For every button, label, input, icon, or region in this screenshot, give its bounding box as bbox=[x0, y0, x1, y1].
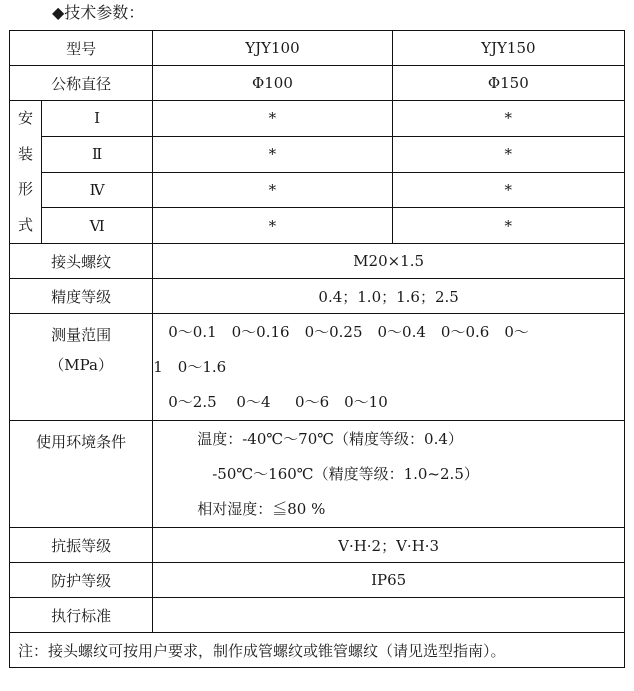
install-mark-b: * bbox=[392, 101, 624, 137]
footnote: 注：接头螺纹可按用户要求，制作成管螺纹或锥管螺纹（请见选型指南）。 bbox=[10, 633, 625, 668]
env-line: 相对湿度：≦80 % bbox=[197, 499, 326, 518]
install-label-char: 装 bbox=[18, 144, 34, 163]
install-label-char: 形 bbox=[18, 180, 34, 198]
vibration-label: 抗振等级 bbox=[10, 528, 153, 563]
install-type: Ⅵ bbox=[42, 208, 153, 244]
table-row bbox=[10, 421, 625, 528]
vibration-value: V·H·2；V·H·3 bbox=[153, 528, 625, 563]
env-label: 使用环境条件 bbox=[10, 421, 153, 528]
protection-value: IP65 bbox=[153, 563, 625, 598]
table-row bbox=[10, 598, 625, 633]
env-line: -50℃～160℃（精度等级：1.0~2.5） bbox=[197, 464, 479, 483]
table-row bbox=[10, 314, 625, 421]
protection-label: 防护等级 bbox=[10, 563, 153, 598]
install-mark-a: * bbox=[153, 208, 392, 244]
model-b: YJY150 bbox=[392, 31, 624, 66]
range-unit: （MPa） bbox=[49, 356, 113, 374]
install-mark-b: * bbox=[392, 136, 624, 172]
accuracy-value: 0.4；1.0；1.6；2.5 bbox=[153, 279, 625, 314]
install-mark-a: * bbox=[153, 136, 392, 172]
install-label-char: 式 bbox=[18, 215, 34, 234]
table-row bbox=[10, 31, 625, 66]
install-type: Ⅱ bbox=[42, 136, 153, 172]
table-row bbox=[10, 101, 625, 137]
accuracy-label: 精度等级 bbox=[10, 279, 153, 314]
diameter-b: Φ150 bbox=[392, 66, 624, 101]
range-line: 1 0～1.6 bbox=[153, 357, 227, 376]
install-mark-a: * bbox=[153, 172, 392, 208]
table-row bbox=[10, 66, 625, 101]
table-row bbox=[10, 244, 625, 279]
range-line: 0～0.1 0～0.16 0～0.25 0～0.4 0～0.6 0～ bbox=[153, 322, 529, 341]
range-value-cell bbox=[153, 314, 625, 421]
standard-label: 执行标准 bbox=[10, 598, 153, 633]
range-label-cell bbox=[10, 314, 153, 421]
table-row bbox=[10, 528, 625, 563]
install-mark-a: * bbox=[153, 101, 392, 137]
range-label: 测量范围 bbox=[51, 326, 112, 344]
install-label bbox=[10, 101, 42, 244]
diameter-label: 公称直径 bbox=[10, 66, 153, 101]
install-mark-b: * bbox=[392, 172, 624, 208]
standard-value bbox=[153, 598, 625, 633]
table-row bbox=[10, 136, 625, 172]
spec-table bbox=[9, 30, 625, 668]
model-label: 型号 bbox=[10, 31, 153, 66]
install-mark-b: * bbox=[392, 208, 624, 244]
env-line: 温度：-40℃～70℃（精度等级：0.4） bbox=[197, 429, 463, 448]
table-row bbox=[10, 563, 625, 598]
model-a: YJY100 bbox=[153, 31, 392, 66]
thread-value: M20×1.5 bbox=[153, 244, 625, 279]
install-type: Ⅳ bbox=[42, 172, 153, 208]
table-row bbox=[10, 172, 625, 208]
table-row bbox=[10, 279, 625, 314]
table-row bbox=[10, 208, 625, 244]
install-type: Ⅰ bbox=[42, 101, 153, 137]
env-value-cell bbox=[153, 421, 625, 528]
install-label-char: 安 bbox=[18, 109, 34, 127]
range-line: 0～2.5 0～4 0～6 0～10 bbox=[153, 392, 388, 411]
thread-label: 接头螺纹 bbox=[10, 244, 153, 279]
table-row bbox=[10, 633, 625, 668]
section-heading: ◆技术参数： bbox=[52, 3, 145, 22]
diameter-a: Φ100 bbox=[153, 66, 392, 101]
